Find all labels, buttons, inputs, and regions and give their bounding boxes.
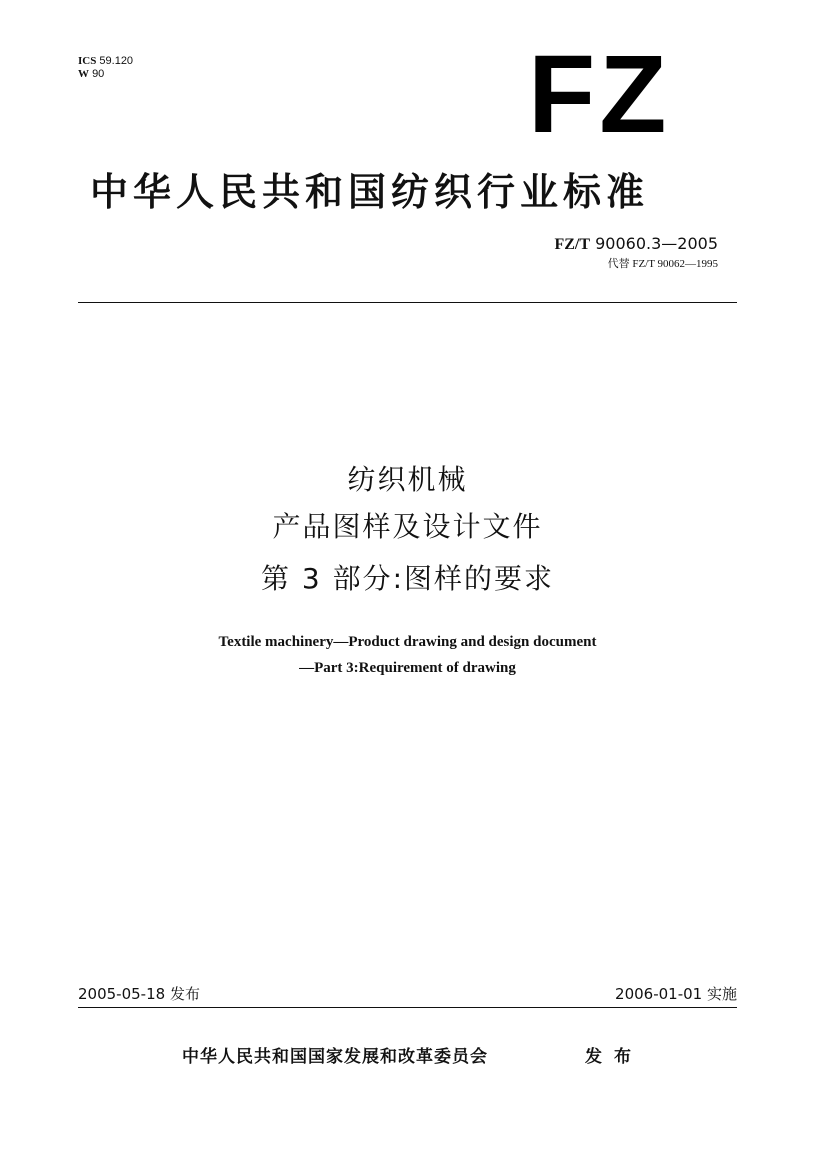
footer-divider <box>78 1007 737 1008</box>
implementation-date: 2006-01-01 实施 <box>615 985 737 1003</box>
ics-value: 59.120 <box>99 55 134 67</box>
publisher: 中华人民共和国国家发展和改革委员会 <box>182 1047 488 1067</box>
title-cn-line-3: 第 3 部分:图样的要求 <box>260 562 555 595</box>
standard-code: FZ/T <box>554 236 591 253</box>
standard-organization-title: 中华人民共和国纺织行业标准 <box>90 170 650 214</box>
issue-date: 2005-05-18 发布 <box>78 985 200 1003</box>
ccs-code <box>78 68 104 81</box>
ics-label: ICS <box>78 55 97 67</box>
title-en-line-1: Textile machinery—Product drawing and design document <box>218 634 597 650</box>
header-divider <box>78 302 737 303</box>
title-cn-line-1: 纺织机械 <box>347 463 468 496</box>
ccs-label: W <box>78 68 89 80</box>
title-en-line-2: —Part 3:Requirement of drawing <box>299 660 516 676</box>
replaces-standard: 代替 FZ/T 90062—1995 <box>607 258 718 270</box>
publish-action: 发布 <box>585 1047 643 1067</box>
standard-number-value: 90060.3—2005 <box>595 234 718 253</box>
standard-number <box>554 234 718 255</box>
title-cn-line-2: 产品图样及设计文件 <box>272 510 543 543</box>
ics-code <box>78 55 133 68</box>
fz-logo: FZ <box>528 33 671 156</box>
ccs-value: 90 <box>92 68 105 80</box>
